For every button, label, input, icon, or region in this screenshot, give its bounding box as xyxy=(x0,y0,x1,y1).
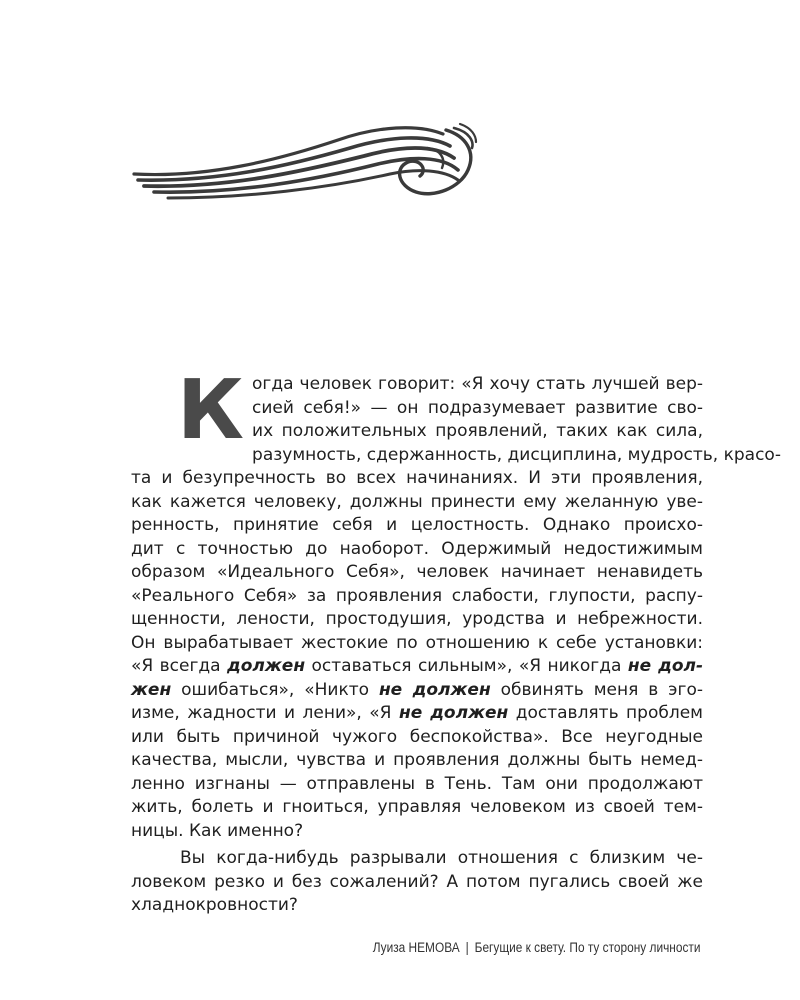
text-line: их положительных проявлений, таких как сила, xyxy=(252,421,703,441)
footer-author: Луиза НЕМОВА xyxy=(372,940,460,955)
text-line: «Я всегда должен оставаться сильным», «Я никогда не дол- xyxy=(131,656,703,676)
drop-cap: К xyxy=(177,363,245,458)
text-line: огда человек говорит: «Я хочу стать лучшей вер- xyxy=(252,374,703,394)
text-line: та и безупречность во всех начинаниях. И эти проявления, xyxy=(131,468,703,488)
paragraph-2 xyxy=(131,847,703,918)
text-line: Он вырабатывает жестокие по отношению к себе установки: xyxy=(131,632,703,653)
text-line: ницы. Как именно? xyxy=(131,820,304,841)
footer-separator: | xyxy=(465,940,469,955)
text-line: дит с точностью до наоборот. Одержимый недостижимым xyxy=(131,538,703,559)
emphasis: не дол- xyxy=(627,656,703,676)
text-line: изме, жадности и лени», «Я не должен доставлять проблем xyxy=(131,703,703,723)
emphasis: должен xyxy=(227,656,306,676)
text-line: или быть причиной чужого беспокойства». Все неугодные xyxy=(131,726,703,747)
text-line: сией себя!» — он подразумевает развитие сво- xyxy=(252,397,703,418)
main-text xyxy=(131,363,781,918)
text-line: качества, мысли, чувства и проявления должны быть немед- xyxy=(131,750,703,770)
paragraph-1 xyxy=(131,363,781,843)
text-line: как кажется человеку, должны принести ему желанную уве- xyxy=(131,491,703,512)
text-line: щенности, лености, простодушия, уродства и небрежности. xyxy=(131,609,703,629)
text-line: разумность, сдержанность, дисциплина, мудрость, красо- xyxy=(252,444,781,465)
emphasis: не должен xyxy=(398,703,509,723)
emphasis: жен xyxy=(131,679,172,700)
text-line: жен ошибаться», «Никто не должен обвинять меня в эго- xyxy=(131,679,703,700)
text-line: «Реального Себя» за проявления слабости, глупости, распу- xyxy=(131,585,703,606)
text-line: Вы когда-нибудь разрывали отношения с близким че- xyxy=(180,848,703,868)
swirl-ornament-icon xyxy=(128,118,480,204)
text-line: ренность, принятие себя и целостность. Однако происхо- xyxy=(131,515,703,535)
running-footer xyxy=(372,940,700,955)
emphasis: не должен xyxy=(378,679,491,700)
text-line: ловеком резко и без сожалений? А потом пугались своей же xyxy=(131,871,703,892)
text-line: жить, болеть и гноиться, управляя человеком из своей тем- xyxy=(131,797,703,817)
text-line: ленно изгнаны — отправлены в Тень. Там они продолжают xyxy=(131,773,703,794)
text-line: образом «Идеального Себя», человек начинает ненавидеть xyxy=(131,562,703,582)
footer-book-title: Бегущие к свету. По ту сторону личности xyxy=(474,940,700,955)
text-line: хладнокровности? xyxy=(131,895,298,915)
